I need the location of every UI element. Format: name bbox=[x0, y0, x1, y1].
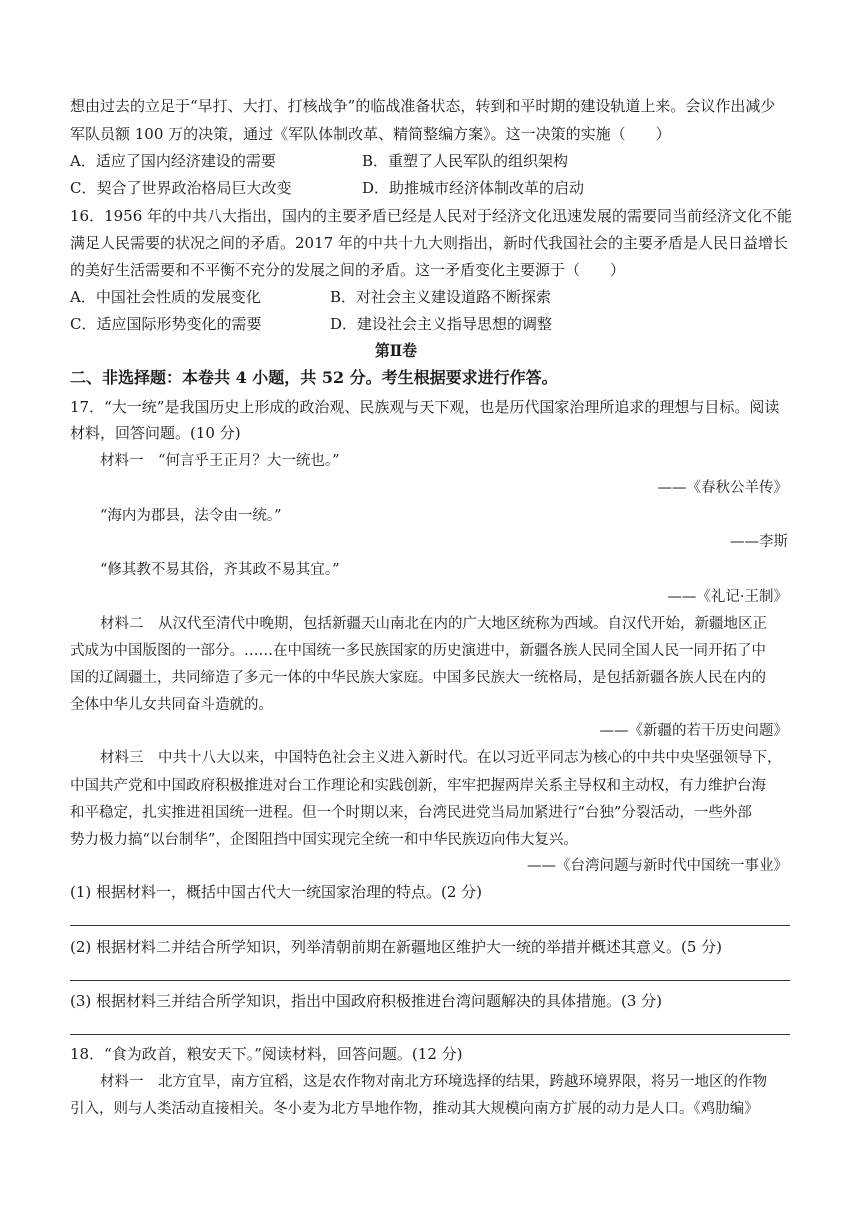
q15-stem-line: 军队员额 100 万的决策，通过《军队体制改革、精简整编方案》。这一决策的实施（ ） bbox=[70, 125, 671, 143]
answer-line[interactable] bbox=[70, 925, 790, 926]
q17-subquestion-2: (2) 根据材料二并结合所学知识，列举清朝前期在新疆地区维护大一统的举措并概述其意义。(5 分) bbox=[70, 938, 723, 956]
q16-option-c[interactable]: C．适应国际形势变化的需要 bbox=[70, 315, 262, 333]
q17-material3-line: 中国共产党和中国政府积极推进对台工作理论和实践创新，牢牢把握两岸关系主导权和主动权，有力维护台海 bbox=[70, 778, 766, 794]
q16-option-d[interactable]: D．建设社会主义指导思想的调整 bbox=[330, 315, 553, 333]
section-heading: 二、非选择题：本卷共 4 小题，共 52 分。考生根据要求进行作答。 bbox=[70, 368, 558, 387]
q17-material3-source: ——《台湾问题与新时代中国统一事业》 bbox=[527, 858, 788, 874]
q18-material1-line: 引入，则与人类活动直接相关。冬小麦为北方旱地作物，推动其大规模向南方扩展的动力是人口。《鸡肋编》 bbox=[70, 1101, 759, 1117]
q17-material3-line: 和平稳定，扎实推进祖国统一进程。但一个时期以来，台湾民进党当局加紧进行“台独”分裂活动，一些外部 bbox=[70, 805, 752, 821]
section-title: 第Ⅱ卷 bbox=[375, 341, 417, 360]
q15-option-b[interactable]: B．重塑了人民军队的组织架构 bbox=[362, 152, 569, 170]
q17-material2-source: ——《新疆的若干历史问题》 bbox=[599, 723, 788, 739]
q17-stem-line: 17．“大一统”是我国历史上形成的政治观、民族观与天下观，也是历代国家治理所追求的理想与目标。阅读 bbox=[70, 398, 780, 416]
q17-material1-source: ——李斯 bbox=[730, 534, 788, 550]
q17-material2-line: 全体中华儿女共同奋斗造就的。 bbox=[70, 697, 273, 713]
q15-option-a[interactable]: A．适应了国内经济建设的需要 bbox=[70, 152, 276, 170]
q16-option-b[interactable]: B．对社会主义建设道路不断探索 bbox=[330, 288, 552, 306]
q16-stem-line: 的美好生活需要和不平衡不充分的发展之间的矛盾。这一矛盾变化主要源于（ ） bbox=[70, 261, 626, 279]
q17-material2-line: 国的辽阔疆土，共同缔造了多元一体的中华民族大家庭。中国多民族大一统格局，是包括新疆各族人民在内的 bbox=[70, 670, 766, 686]
q16-stem-line: 16．1956 年的中共八大指出，国内的主要矛盾已经是人民对于经济文化迅速发展的需要同当前经济文化不能 bbox=[70, 207, 792, 225]
q16-stem-line: 满足人民需要的状况之间的矛盾。2017 年的中共十九大则指出，新时代我国社会的主要矛盾是人民日益增长 bbox=[70, 234, 788, 252]
q16-option-a[interactable]: A．中国社会性质的发展变化 bbox=[70, 288, 261, 306]
q15-option-d[interactable]: D．助推城市经济体制改革的启动 bbox=[362, 179, 585, 197]
q15-option-c[interactable]: C．契合了世界政治格局巨大改变 bbox=[70, 179, 292, 197]
q17-material1-quote: “修其教不易其俗，齐其政不易其宜。” bbox=[100, 562, 340, 578]
q17-material1-source: ——《礼记·王制》 bbox=[667, 589, 788, 605]
q17-material3-line: 势力极力搞“以台制华”，企图阻挡中国实现完全统一和中华民族迈向伟大复兴。 bbox=[70, 832, 578, 848]
q17-material3-line: 材料三 中共十八大以来，中国特色社会主义进入新时代。在以习近平同志为核心的中共中央坚强领导下， bbox=[100, 750, 782, 766]
q18-stem-line: 18．“食为政首，粮安天下。”阅读材料，回答问题。(12 分) bbox=[70, 1045, 463, 1063]
answer-line[interactable] bbox=[70, 1034, 790, 1035]
q17-material2-line: 材料二 从汉代至清代中晚期，包括新疆天山南北在内的广大地区统称为西域。自汉代开始，新疆地区正 bbox=[100, 616, 767, 632]
q18-material1-line: 材料一 北方宜旱，南方宜稻，这是农作物对南北方环境选择的结果，跨越环境界限，将另一地区的作物 bbox=[100, 1074, 767, 1090]
q17-material1-quote: “海内为郡县，法令由一统。” bbox=[100, 508, 282, 524]
q17-stem-line: 材料，回答问题。(10 分) bbox=[70, 424, 241, 442]
q17-material1-quote: 材料一 “何言乎王正月？大一统也。” bbox=[100, 453, 340, 469]
q17-subquestion-1: (1) 根据材料一，概括中国古代大一统国家治理的特点。(2 分) bbox=[70, 883, 483, 901]
answer-line[interactable] bbox=[70, 980, 790, 981]
q17-subquestion-3: (3) 根据材料三并结合所学知识，指出中国政府积极推进台湾问题解决的具体措施。(3 分) bbox=[70, 992, 663, 1010]
q17-material2-line: 式成为中国版图的一部分。……在中国统一多民族国家的历史演进中，新疆各族人民同全国人民一同开拓了中 bbox=[70, 643, 766, 659]
q17-material1-source: ——《春秋公羊传》 bbox=[657, 480, 788, 496]
q15-stem-line: 想由过去的立足于“早打、大打、打核战争”的临战准备状态，转到和平时期的建设轨道上来。会议作出减少 bbox=[70, 97, 776, 115]
